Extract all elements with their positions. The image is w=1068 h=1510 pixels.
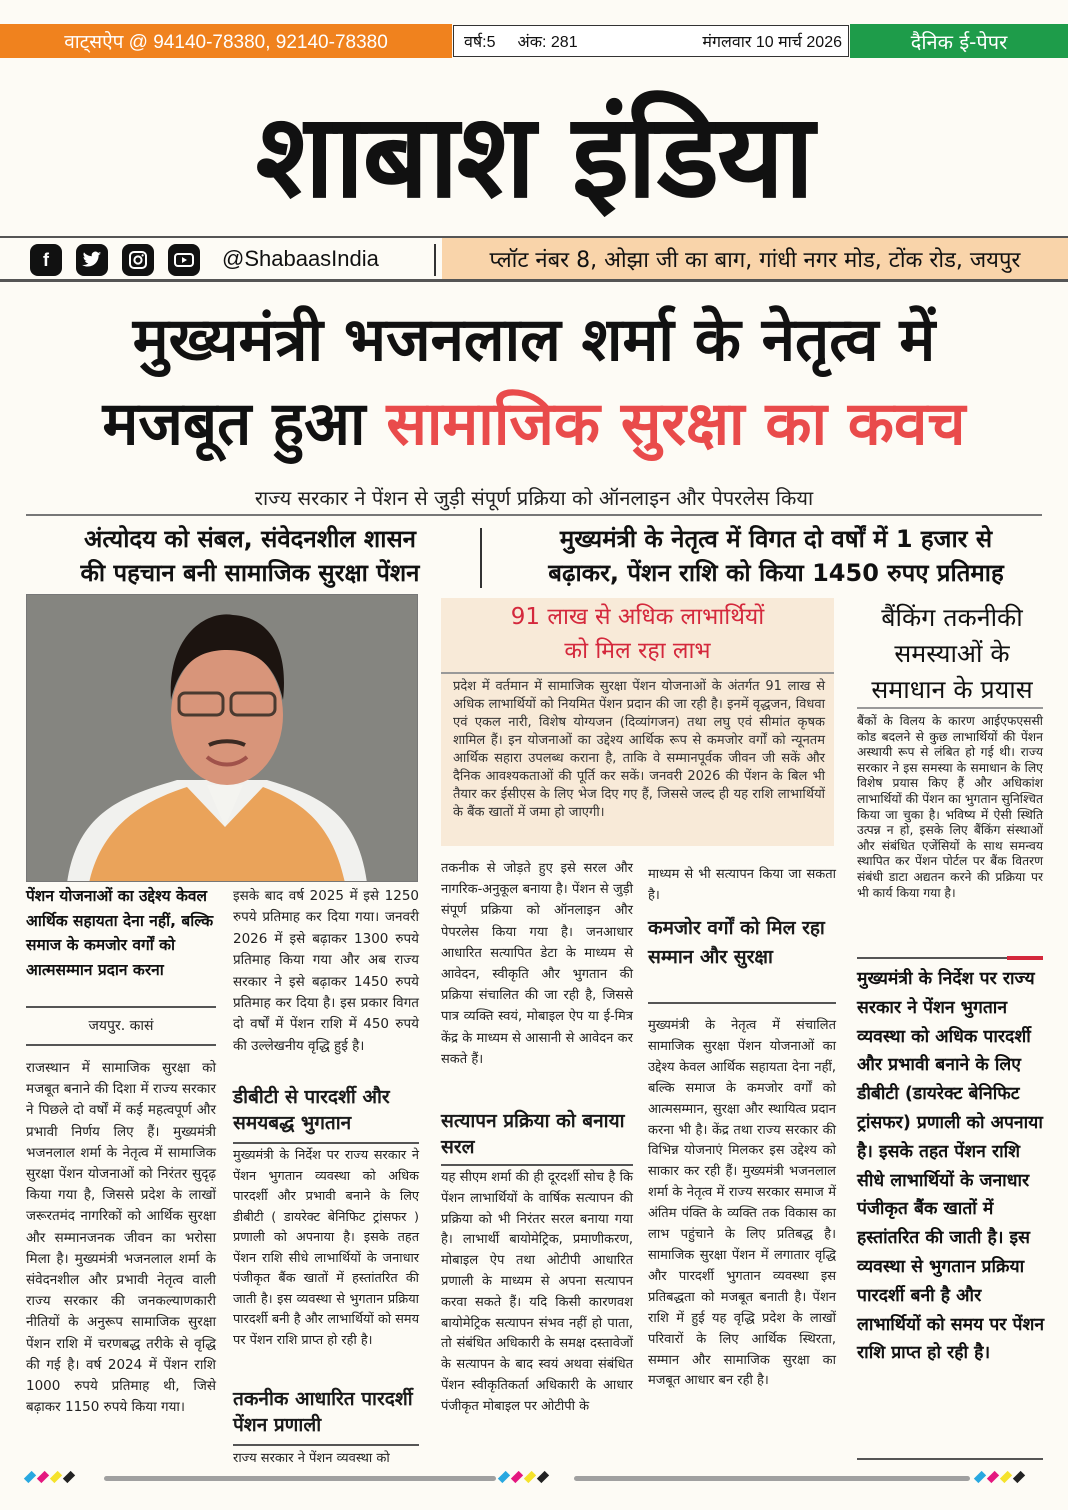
cyan-mark [24, 1471, 36, 1483]
headline-black-part: मजबूत हुआ [102, 389, 366, 459]
registration-marks [0, 1470, 1068, 1490]
article-column-2-para2: मुख्यमंत्री के निर्देश पर राज्य सरकार ने पेंशन भुगतान व्यवस्था को अधिक पारदर्शी और प्रभावी बनाने के लिए डीबीटी ( डायरेक्ट बेनिफिट ट्रांसफर ) प्रणाली को अपनाया है। इसके तहत पेंशन राशि सीधे लाभार्थियों के जनाधार पंजीकृत बैंक खातों में हस्तांतरित की जाती है। इस व्यवस्था से भुगतान प्रक्रिया पारदर्शी बनी है और लाभार्थियों को समय पर पेंशन राशि प्राप्त हो रही है। [233, 1148, 419, 1348]
divider [857, 1458, 1043, 1460]
social-icons [30, 244, 200, 276]
subheading-dbt: डीबीटी से पारदर्शी और समयबद्ध भुगतान [233, 1086, 390, 1134]
red-accent-rule [1007, 956, 1043, 960]
right-highlight-text: मुख्यमंत्री के निर्देश पर राज्य सरकार ने पेंशन भुगतान व्यवस्था को अधिक पारदर्शी और प्रभावी बनाने के लिए डीबीटी (डायरेक्ट बेनिफिट ट्रांसफर) प्रणाली को अपनाया है। इसके तहत पेंशन राशि सीधे लाभार्थियों के जनाधार पंजीकृत बैंक खातों में हस्तांतरित की जाती है। इस व्यवस्था से भुगतान प्रक्रिया पारदर्शी बनी है और लाभार्थियों को समय पर पेंशन राशि प्राप्त हो रही है। [857, 969, 1045, 1364]
divider [26, 514, 1042, 516]
chief-minister-photo [26, 594, 418, 882]
cyan-mark [498, 1471, 510, 1483]
article-column-1: राजस्थान में सामाजिक सुरक्षा को मजबूत बनाने की दिशा में राज्य सरकार ने पिछले दो वर्षों में कई महत्वपूर्ण और प्रभावी निर्णय लिए हैं। मुख्यमंत्री भजनलाल शर्मा के नेतृत्व में सामाजिक सुरक्षा पेंशन योजनाओं को निरंतर सुदृढ़ किया गया है, जिससे प्रदेश के लाखों जरूरतमंद नागरिकों को आर्थिक सुरक्षा और सम्मानजनक जीवन का भरोसा मिला है। मुख्यमंत्री भजनलाल शर्मा के संवेदनशील और प्रभावी नेतृत्व वाली राज्य सरकार की जनकल्याणकारी नीतियों के अनुरूप सामाजिक सुरक्षा पेंशन राशि में चरणबद्ध तरीके से वृद्धि की गई है। वर्ष 2024 में पेंशन राशि 1000 रुपये प्रतिमाह थी, जिसे बढ़ाकर 1150 रुपये किया गया। [26, 1060, 216, 1416]
box-text: प्रदेश में वर्तमान में सामाजिक सुरक्षा पेंशन योजनाओं के अंतर्गत 91 लाख से अधिक लाभार्थियों को नियमित पेंशन प्रदान की जा रही है। इनमें वृद्धजन, विधवा एवं एकल नारी, विशेष योग्यजन (दिव्यांगजन) तथा लघु एवं सीमांत कृषक शामिल हैं। इन योजनाओं का उद्देश्य आर्थिक रूप से कमजोर वर्गों को न्यूनतम आर्थिक सहारा उपलब्ध कराना है, ताकि वे सम्मानपूर्वक जीवन जी सकें और दैनिक आवश्यकताओं की पूर्ति कर सकें। जनवरी 2026 की पेंशन के बिल भी तैयार कर ईसीएस के लिए भेज दिए गए हैं, जिससे जल्द ही यह राशि लाभार्थियों के बैंक खातों में जमा हो जाएगी। [453, 679, 825, 820]
newspaper-masthead: शाबाश इंडिया [255, 89, 813, 224]
right-column-text: बैंकों के विलय के कारण आईएफएससी कोड बदलने से कुछ लाभार्थियों की पेंशन अस्थायी रूप से लंबित हो गई थी। राज्य सरकार ने इस समस्या के समाधान के लिए विशेष प्रयास किए हैं और अधिकांश लाभार्थियों की पेंशन का भुगतान सुनिश्चित किया जा चुका है। भविष्य में ऐसी स्थिति उत्पन्न न हो, इसके लिए बैंकिंग संस्थाओं और संबंधित एजेंसियों के साथ समन्वय स्थापित कर पेंशन पोर्टल पर बैंक वितरण संबंधी डाटा अद्यतन करने की प्रक्रिया पर भी कार्य किया गया है। [857, 714, 1043, 900]
magenta-mark [511, 1471, 523, 1483]
grey-bar [104, 1476, 496, 1481]
subheading-verification: सत्यापन प्रक्रिया को बनाया सरल [441, 1110, 625, 1158]
yellow-mark [50, 1471, 62, 1483]
deck-left [30, 522, 470, 594]
deck-left-line: की पहचान बनी सामाजिक सुरक्षा पेंशन [80, 559, 420, 587]
issue-number: अंक: 281 [517, 34, 578, 51]
twitter-icon[interactable] [76, 244, 108, 276]
deck-left-line: अंत्योदय को संबल, संवेदनशील शासन [83, 525, 416, 553]
color-marks-mid [500, 1472, 547, 1482]
edition-label: दैनिक ई-पेपर [850, 24, 1068, 58]
magenta-mark [37, 1471, 49, 1483]
main-headline-line1: मुख्यमंत्री भजनलाल शर्मा के नेतृत्व में [132, 305, 936, 375]
deck-right-line: बढ़ाकर, पेंशन राशि को किया 1450 रुपए प्रतिमाह [548, 559, 1004, 587]
whatsapp-contact: वाट्सऐप @ 94140-78380, 92140-78380 [0, 24, 452, 58]
divider [233, 1142, 419, 1144]
issue-info [453, 25, 849, 57]
highlight-box [441, 598, 834, 846]
instagram-icon[interactable] [122, 244, 154, 276]
divider [857, 957, 1007, 959]
deck-right [492, 522, 1060, 594]
year-label: वर्ष:5 [464, 34, 496, 51]
sub-headline: राज्य सरकार ने पेंशन से जुड़ी संपूर्ण प्रक्रिया को ऑनलाइन और पेपरलेस किया [254, 486, 814, 510]
social-handle[interactable]: @ShabaasIndia [222, 246, 379, 271]
divider [441, 1164, 633, 1166]
yellow-mark [524, 1471, 536, 1483]
article-column-2-para1: इसके बाद वर्ष 2025 में इसे 1250 रुपये प्रतिमाह कर दिया गया। जनवरी 2026 में इसे बढ़ाकर 1300 रुपये प्रतिमाह किया गया और अब राज्य सरकार ने इसे बढ़ाकर 1450 रुपये प्रतिमाह कर दिया है। इस प्रकार विगत दो वर्षों में पेंशन राशि में 450 रुपये की उल्लेखनीय वृद्धि हुई है। [233, 888, 419, 1054]
divider [26, 1006, 216, 1008]
divider [441, 672, 834, 674]
cyan-mark [974, 1471, 986, 1483]
black-mark [537, 1471, 549, 1483]
article-column-2-para3: राज्य सरकार ने पेंशन व्यवस्था को [233, 1451, 390, 1466]
top-info-bar [0, 24, 1068, 58]
article-column-3-para1: तकनीक से जोड़ते हुए इसे सरल और नागरिक-अनुकूल बनाया है। पेंशन से जुड़ी संपूर्ण प्रक्रिया को ऑनलाइन और पेपरलेस किया गया है। जनआधार आधारित सत्यापित डेटा के माध्यम से आवेदन, स्वीकृति और भुगतान की प्रक्रिया संचालित की जा रही है, जिससे पात्र व्यक्ति स्वयं, मोबाइल ऐप या ई-मित्र केंद्र के माध्यम से आसानी से आवेदन कर सकते हैं। [441, 861, 633, 1067]
divider [648, 1002, 836, 1004]
right-heading-line: समाधान के प्रयास [871, 675, 1033, 704]
issue-date: मंगलवार 10 मार्च 2026 [702, 34, 842, 51]
main-headline-line2 [0, 384, 1068, 464]
article-column-3-para2: यह सीएम शर्मा की ही दूरदर्शी सोच है कि पेंशन लाभार्थियों के वार्षिक सत्यापन की प्रक्रिया को भी निरंतर सरल बनाया गया है। लाभार्थी बायोमेट्रिक, प्रमाणीकरण, मोबाइल ऐप तथा ओटीपी आधारित प्रणाली के माध्यम से अपना सत्यापन करवा सकते हैं। यदि किसी कारणवश बायोमेट्रिक सत्यापन संभव नहीं हो पाता, तो संबंधित अधिकारी के समक्ष दस्तावेजों के सत्यापन के बाद स्वयं अथवा संबंधित पेंशन स्वीकृतिकर्ता अधिकारी के आधार पंजीकृत मोबाइल पर ओटीपी के [441, 1170, 633, 1414]
byline: जयपुर. कासं [88, 1018, 154, 1034]
photo-caption: पेंशन योजनाओं का उद्देश्य केवल आर्थिक सहायता देना नहीं, बल्कि समाज के कमजोर वर्गों को आत्मसम्मान प्रदान करना [26, 887, 214, 979]
divider [480, 528, 482, 588]
social-address-bar [0, 236, 1068, 282]
right-heading [852, 600, 1052, 708]
facebook-icon[interactable]: f [30, 244, 62, 276]
office-address: प्लॉट नंबर 8, ओझा जी का बाग, गांधी नगर मोड, टोंक रोड, जयपुर [442, 238, 1068, 279]
divider [26, 1044, 216, 1046]
divider [434, 244, 436, 276]
subheading-dignity: कमजोर वर्गों को मिल रहा सम्मान और सुरक्षा [648, 917, 825, 968]
right-heading-line: समस्याओं के [894, 639, 1010, 668]
color-marks-right [976, 1472, 1023, 1482]
box-title-line: को मिल रहा लाभ [564, 638, 711, 664]
color-marks-left [26, 1472, 73, 1482]
black-mark [1013, 1471, 1025, 1483]
youtube-icon[interactable] [168, 244, 200, 276]
portrait-illustration [27, 595, 418, 882]
article-column-4-para1: माध्यम से भी सत्यापन किया जा सकता है। [648, 867, 836, 904]
right-heading-line: बैंकिंग तकनीकी [881, 603, 1023, 632]
box-title [441, 600, 834, 668]
article-column-4-para2: मुख्यमंत्री के नेतृत्व में संचालित सामाजिक सुरक्षा पेंशन योजनाओं का उद्देश्य केवल आर्थिक सहायता देना नहीं, बल्कि समाज के कमजोर वर्गों को आत्मसम्मान, सुरक्षा और स्थायित्व प्रदान करना भी है। केंद्र तथा राज्य सरकार की विभिन्न योजनाएं मिलकर इस उद्देश्य को साकार कर रही हैं। मुख्यमंत्री भजनलाल शर्मा के नेतृत्व में राज्य सरकार समाज में अंतिम पंक्ति के व्यक्ति तक विकास का लाभ पहुंचाने के लिए प्रतिबद्ध है। सामाजिक सुरक्षा पेंशन में लगातार वृद्धि और पारदर्शी भुगतान व्यवस्था इस प्रतिबद्धता को मजबूत बनाती है। पेंशन राशि में हुई यह वृद्धि प्रदेश के लाखों परिवारों के लिए आर्थिक स्थिरता, सम्मान और सामाजिक सुरक्षा का मजबूत आधार बन रही है। [648, 1018, 836, 1389]
headline-red-part: सामाजिक सुरक्षा का कवच [386, 389, 966, 459]
box-title-line: 91 लाख से अधिक लाभार्थियों [510, 604, 765, 630]
subheading-tech: तकनीक आधारित पारदर्शी पेंशन प्रणाली [233, 1388, 413, 1436]
divider [857, 707, 1043, 709]
yellow-mark [1000, 1471, 1012, 1483]
deck-right-line: मुख्यमंत्री के नेतृत्व में विगत दो वर्षों में 1 हजार से [559, 525, 993, 553]
magenta-mark [987, 1471, 999, 1483]
divider [233, 1444, 419, 1446]
grey-bar [574, 1476, 970, 1481]
black-mark [63, 1471, 75, 1483]
